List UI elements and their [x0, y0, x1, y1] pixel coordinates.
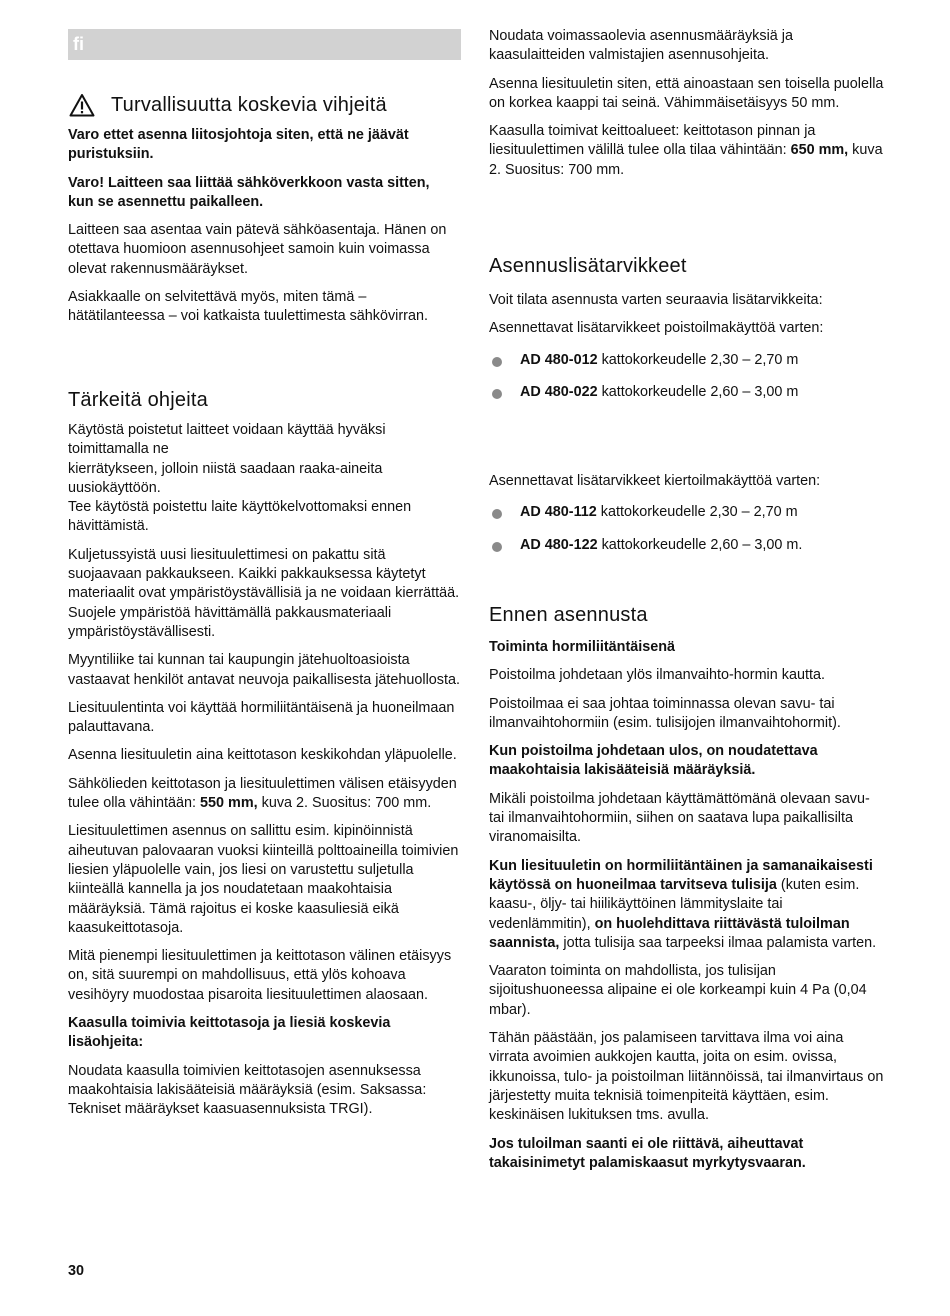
accessory-code: AD 480-122	[520, 536, 598, 553]
chimney-warning-text-2: jotta tulisija saa tarpeeksi ilmaa palamista varten.	[559, 934, 877, 951]
before-paragraph-4: Mikäli poistoilma johdetaan käyttämättömänä olevaan savu- tai ilmanvaihtohormiin, siihen on saatava lupa paikallisilta viranomaisilta.	[489, 790, 870, 846]
before-install-section	[489, 638, 884, 1182]
before-paragraph-7: Tähän päästään, jos palamiseen tarvittava ilma voi aina virrata avoimien aukkojen kautta, joita on esim. ovissa, ikkunoissa, tulo- ja poistoilman liitännöissä, tai ilmanvirtaus on järjestetty muita teknisiä toimenpiteitä käyttäen, esim. keskinäisen lukituksen tms. avulla.	[489, 1030, 884, 1124]
warning-text-1: Varo ettet asenna liitosjohtoja siten, että ne jäävät puristuksiin.	[68, 127, 409, 163]
list-item	[489, 503, 889, 522]
language-tab	[68, 29, 461, 60]
exhaust-intro: Asennettavat lisätarvikkeet poistoilmakäyttöä varten:	[489, 320, 824, 337]
safety-section	[68, 126, 453, 336]
list-item	[489, 383, 889, 402]
recycling-line-1: Käytöstä poistetut laitteet voidaan käyttää hyväksi toimittamalla ne	[68, 422, 386, 458]
right-paragraph-2: Asenna liesituuletin siten, että ainoastaan sen toisella puolella on korkea kaappi tai seinä. Vähimmäisetäisyys 50 mm.	[489, 75, 884, 111]
important-paragraph-3: Myyntiliike tai kunnan tai kaupungin jätehuoltoasioista vastaavat henkilöt antavat neuvoja paikallisesta jätehuollosta.	[68, 652, 460, 688]
accessory-description: kattokorkeudelle 2,60 – 3,00 m.	[597, 536, 803, 553]
important-paragraph-6	[68, 775, 461, 814]
before-install-heading: Ennen asennusta	[489, 604, 648, 626]
important-paragraph-1	[68, 421, 461, 537]
important-paragraph-5: Asenna liesituuletin aina keittotason keskikohdan yläpuolelle.	[68, 747, 457, 764]
before-paragraph-6: Vaaraton toiminta on mahdollista, jos tulisijan sijoitushuoneessa alipaine ei ole korkeampi kuin 4 Pa (0,04 mbar).	[489, 963, 867, 1018]
before-paragraph-1: Poistoilma johdetaan ylös ilmanvaihto-hormin kautta.	[489, 667, 825, 684]
important-paragraph-8: Mitä pienempi liesituulettimen ja keittotason välinen etäisyys on, sitä suurempi on mahdollisuus, että ylös kohoava vesihöyry muodostaa pisaroita liesituulettimen alaosaan.	[68, 948, 452, 1003]
bullet-icon	[492, 357, 502, 367]
before-paragraph-8: Jos tuloilman saanti ei ole riittävä, aiheuttavat takaisinimetyt palamiskaasut myrkytysvaaran.	[489, 1135, 806, 1171]
safety-paragraph-2: Asiakkaalle on selvitettävä myös, miten tämä – hätätilanteessa – voi katkaista tuulettimesta sähkövirran.	[68, 289, 428, 325]
accessory-description: kattokorkeudelle 2,30 – 2,70 m	[596, 504, 798, 521]
bullet-icon	[492, 389, 502, 399]
list-item	[489, 536, 889, 555]
bullet-icon	[492, 509, 502, 519]
recycling-line-2: kierrätykseen, jolloin niistä saadaan raaka-aineita uusiokäyttöön.	[68, 460, 383, 496]
accessories-intro: Voit tilata asennusta varten seuraavia lisätarvikkeita:	[489, 292, 823, 308]
exhaust-accessory-list	[489, 351, 889, 403]
right-paragraph-1: Noudata voimassaolevia asennusmääräyksiä ja kaasulaitteiden valmistajien asennusohjeita.	[489, 28, 793, 64]
before-paragraph-3: Kun poistoilma johdetaan ulos, on noudatettava maakohtaisia lakisääteisiä määräyksiä.	[489, 743, 818, 779]
recirculation-intro: Asennettavat lisätarvikkeet kiertoilmakäyttöä varten:	[489, 473, 821, 489]
important-paragraph-7: Liesituulettimen asennus on sallittu esim. kipinöinnistä aiheutuvan palovaaran vuoksi kiinteillä polttoaineilla toimivien liesien yläpuolelle vain, jos liesi on varustettu suljetulla kiinteällä kannella ja jos noudatetaan maakohtaisia määräyksiä. Tämä rajoitus ei koske kaasuliesiä eikä kaasukeittotasoja.	[68, 823, 459, 936]
important-paragraph-2: Kuljetussyistä uusi liesituulettimesi on pakattu sitä suojaavaan pakkaukseen. Kaikki pakkauksessa käytetyt materiaalit ovat ympäristöystävällisiä ja ne voidaan kierrättää. Suojele ympäristöä hävittämällä pakkausmateriaali ympäristöystävällisesti.	[68, 546, 460, 640]
recirculation-accessory-list	[489, 503, 889, 555]
chimney-warning-text-1: (kuten esim. kaasu-, öljy- tai hiilikäyttöinen lämmityslaite tai vedenlämmitin),	[489, 876, 860, 932]
safety-heading-row	[68, 93, 463, 117]
important-paragraph-9: Noudata kaasulla toimivien keittotasojen asennuksessa maakohtaisia lakisääteisiä määräyksiä (esim. Saksassa: Tekniset määräykset kaasuasennuksista TRGI).	[68, 1062, 427, 1118]
gas-distance-post: kuva 2. Suositus: 700 mm.	[489, 142, 883, 178]
language-code: fi	[73, 34, 84, 54]
gas-distance-pre: Kaasulla toimivat keittoalueet: keittotason pinnan ja liesituulettimen välillä tulee olla tilaa vähintään:	[489, 123, 816, 159]
before-subheading: Toiminta hormiliitäntäisenä	[489, 639, 676, 655]
chimney-warning-bold-1: Kun liesituuletin on hormiliitäntäinen ja samanaikaisesti käytössä on huoneilmaa tarvitseva tulisija	[489, 857, 873, 893]
list-item	[489, 351, 889, 370]
important-heading: Tärkeitä ohjeita	[68, 389, 208, 411]
before-paragraph-2: Poistoilmaa ei saa johtaa toiminnassa olevan savu- tai ilmanvaihtohormiin (esim. tulisijojen ilmanvaihtohormit).	[489, 695, 841, 731]
distance-value-550: 550 mm,	[200, 795, 258, 812]
distance-text-pre: Sähkölieden keittotason ja liesituulettimen välisen etäisyyden tulee olla vähintään:	[68, 775, 457, 812]
accessory-description: kattokorkeudelle 2,60 – 3,00 m	[597, 383, 799, 400]
chimney-warning-bold-2: on huolehdittava riittävästä tuloilman saannista,	[489, 915, 850, 951]
accessories-heading: Asennuslisätarvikkeet	[489, 255, 687, 277]
safety-paragraph-1: Laitteen saa asentaa vain pätevä sähköasentaja. Hänen on otettava huomioon asennusohjeet samoin kuin voimassa olevat rakennusmääräykset.	[68, 222, 447, 277]
before-paragraph-5	[489, 857, 884, 953]
accessory-code: AD 480-112	[520, 504, 597, 521]
accessory-description: kattokorkeudelle 2,30 – 2,70 m	[597, 351, 799, 368]
important-paragraph-4: Liesituulentinta voi käyttää hormiliitäntäisenä ja huoneilmaan palauttavana.	[68, 699, 455, 736]
gas-heading: Kaasulla toimivia keittotasoja ja liesiä koskevia lisäohjeita:	[68, 1015, 391, 1051]
warning-text-2: Varo! Laitteen saa liittää sähköverkkoon vasta sitten, kun se asennettu paikalleen.	[68, 174, 430, 210]
right-paragraph-3	[489, 122, 884, 180]
accessory-code: AD 480-012	[520, 351, 598, 368]
accessory-code: AD 480-022	[520, 383, 598, 400]
bullet-icon	[492, 542, 502, 552]
page-number: 30	[68, 1263, 85, 1279]
important-section	[68, 421, 461, 1129]
distance-value-650: 650 mm,	[790, 142, 849, 159]
warning-triangle-icon	[69, 93, 95, 117]
recycling-line-3: Tee käytöstä poistettu laite käyttökelvottomaksi ennen hävittämistä.	[68, 499, 412, 535]
recirculation-section	[489, 472, 889, 568]
accessories-section	[489, 291, 889, 415]
safety-heading: Turvallisuutta koskevia vihjeitä	[111, 94, 387, 116]
right-top-section	[489, 27, 884, 189]
distance-text-post: kuva 2. Suositus: 700 mm.	[257, 795, 432, 812]
